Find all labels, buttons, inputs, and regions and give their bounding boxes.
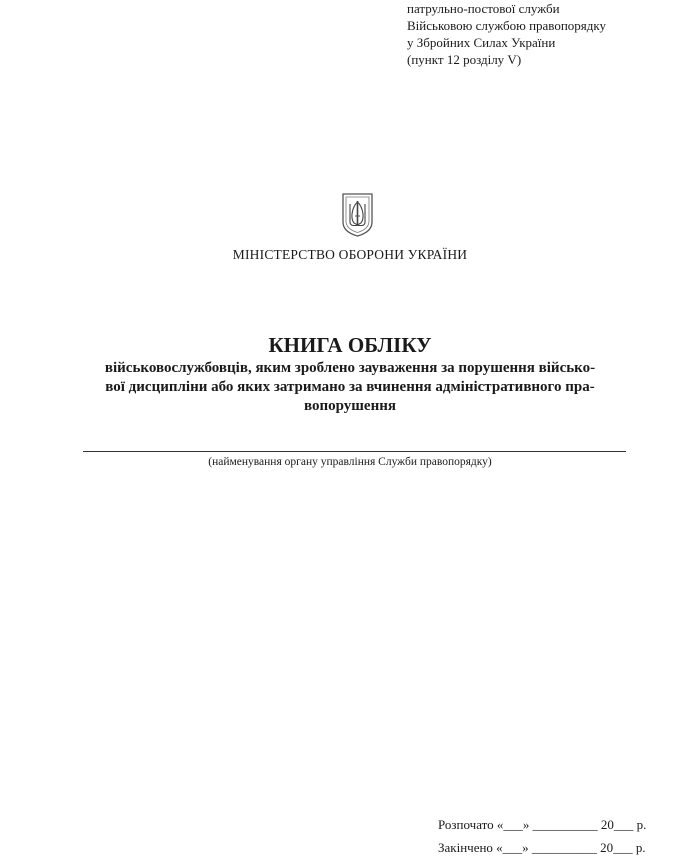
book-title: КНИГА ОБЛІКУ (268, 333, 432, 357)
header-note-line: (пункт 12 розділу V) (407, 52, 522, 67)
ministry-name: МІНІСТЕРСТВО ОБОРОНИ УКРАЇНИ (232, 247, 468, 262)
header-note-line: Військовою службою правопорядку (407, 18, 607, 33)
book-subtitle-line: військовослужбовців, яким зроблено зауваження за порушення військо- (104, 360, 596, 376)
organization-name-line (83, 451, 626, 452)
started-date: Розпочато «___» __________ 20___ р. (438, 817, 647, 832)
book-subtitle-line: вої дисципліни або яких затримано за вчинення адміністративного пра- (105, 379, 595, 395)
book-subtitle-line: вопорушення (303, 398, 396, 414)
coat-of-arms-icon (341, 192, 374, 238)
header-note (407, 0, 606, 68)
header-note-line: у Збройних Силах України (407, 35, 556, 50)
header-note-line: патрульно-постової служби (407, 1, 560, 16)
organization-caption: (найменування органу управління Служби правопорядку) (208, 456, 492, 468)
book-subtitle (60, 359, 640, 416)
finished-date: Закінчено «___» __________ 20___ р. (438, 840, 646, 855)
